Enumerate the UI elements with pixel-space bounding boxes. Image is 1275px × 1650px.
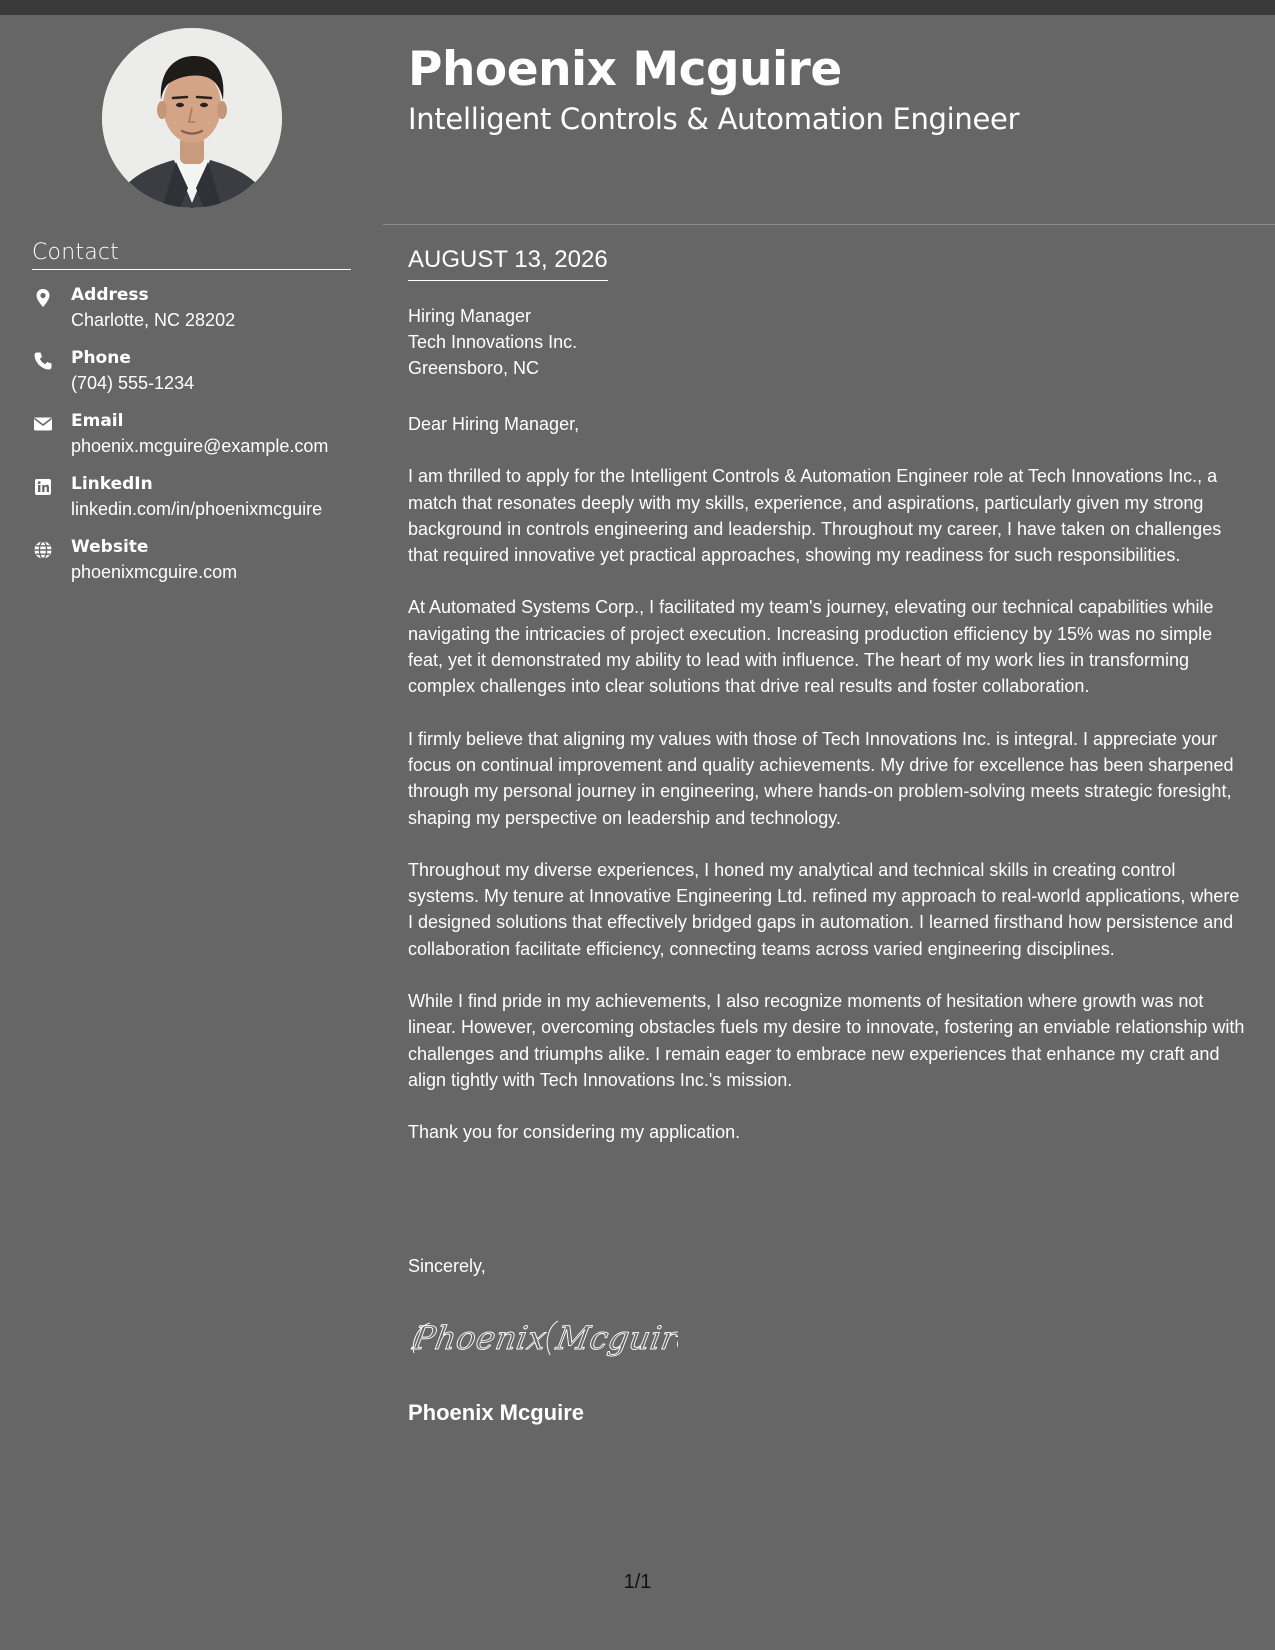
contact-value-address: Charlotte, NC 28202 xyxy=(71,310,236,330)
header-divider xyxy=(383,224,1275,225)
contact-item-website[interactable] xyxy=(32,537,362,600)
salutation: Dear Hiring Manager, xyxy=(408,414,580,434)
sidebar xyxy=(0,15,382,1650)
globe-icon xyxy=(32,539,54,561)
profile-photo xyxy=(102,28,282,208)
envelope-icon xyxy=(32,413,54,435)
contact-item-phone[interactable] xyxy=(32,348,362,411)
contact-heading: Contact xyxy=(32,240,351,270)
letter-content xyxy=(408,411,1248,1172)
paragraph-thanks: Thank you for considering my application. xyxy=(408,1122,741,1143)
paragraph-2: At Automated Systems Corp., I facilitated my team's journey, elevating our technical capabilities while navigating the intricacies of project execution. Increasing production efficiency by 15% was no simple feat, yet it demonstrated my ability to lead with influence. The heart of my work lies in transforming complex challenges into clear solutions that drive real results and foster collaboration. xyxy=(408,597,1214,697)
map-pin-icon xyxy=(32,287,54,309)
contact-item-address xyxy=(32,285,362,348)
recipient-block xyxy=(408,303,577,381)
signer-name: Phoenix Mcguire xyxy=(408,1400,585,1425)
contact-value-website[interactable]: phoenixmcguire.com xyxy=(71,562,238,582)
applicant-title: Intelligent Controls & Automation Engineer xyxy=(408,102,1020,136)
contact-value-email[interactable]: phoenix.mcguire@example.com xyxy=(71,436,329,456)
closing: Sincerely, xyxy=(408,1256,486,1276)
recipient-company: Tech Innovations Inc. xyxy=(408,332,578,352)
phone-icon xyxy=(32,350,54,372)
letter-date: AUGUST 13, 2026 xyxy=(408,246,608,281)
contact-label-linkedin: LinkedIn xyxy=(71,474,153,494)
contact-item-linkedin[interactable] xyxy=(32,474,362,537)
handwritten-signature xyxy=(408,1313,678,1363)
recipient-line: Hiring Manager xyxy=(408,306,532,326)
contact-label-email: Email xyxy=(71,411,124,431)
contact-value-phone[interactable]: (704) 555-1234 xyxy=(71,373,195,393)
linkedin-icon xyxy=(32,476,54,498)
contact-list xyxy=(32,285,362,600)
paragraph-5: While I find pride in my achievements, I also recognize moments of hesitation where growth was not linear. However, overcoming obstacles fuels my desire to innovate, fostering an enviable relationship with challenges and triumphs alike. I remain eager to embrace new experiences that enhance my craft and align tightly with Tech Innovations Inc.'s mission. xyxy=(408,991,1245,1090)
paragraph-4: Throughout my diverse experiences, I honed my analytical and technical skills in creating control systems. My tenure at Innovative Engineering Ltd. refined my approach to real-world applications, where I designed solutions that effectively bridged gaps in automation. I learned firsthand how persistence and collaboration facilitate efficiency, connecting teams across varied engineering disciplines. xyxy=(408,859,1240,959)
contact-label-address: Address xyxy=(71,285,149,305)
paragraph-1: I am thrilled to apply for the Intelligent Controls & Automation Engineer role at Tech Innovations Inc., a match that resonates deeply with my skills, experience, and aspirations, particularly given my strong background in controls engineering and leadership. Throughout my career, I have taken on challenges that required innovative yet practical approaches, showing my readiness for such responsibilities. xyxy=(408,466,1222,566)
contact-label-phone: Phone xyxy=(71,348,131,368)
page-number: 1/1 xyxy=(623,1571,652,1593)
contact-value-linkedin[interactable]: linkedin.com/in/phoenixmcguire xyxy=(71,499,323,519)
contact-label-website: Website xyxy=(71,537,149,557)
applicant-name: Phoenix Mcguire xyxy=(408,42,842,97)
contact-item-email[interactable] xyxy=(32,411,362,474)
paragraph-3: I firmly believe that aligning my values with those of Tech Innovations Inc. is integral. I appreciate your focus on continual improvement and quality achievements. My drive for excellence has been sharpened through my personal journey in engineering, where hands-on problem-solving meets strategic foresight, shaping my perspective on leadership and technology. xyxy=(408,728,1234,828)
top-bar xyxy=(0,0,1275,15)
recipient-location: Greensboro, NC xyxy=(408,358,540,378)
svg-text:Phoenix Mcguire: Phoenix Mcguire xyxy=(410,1319,678,1357)
